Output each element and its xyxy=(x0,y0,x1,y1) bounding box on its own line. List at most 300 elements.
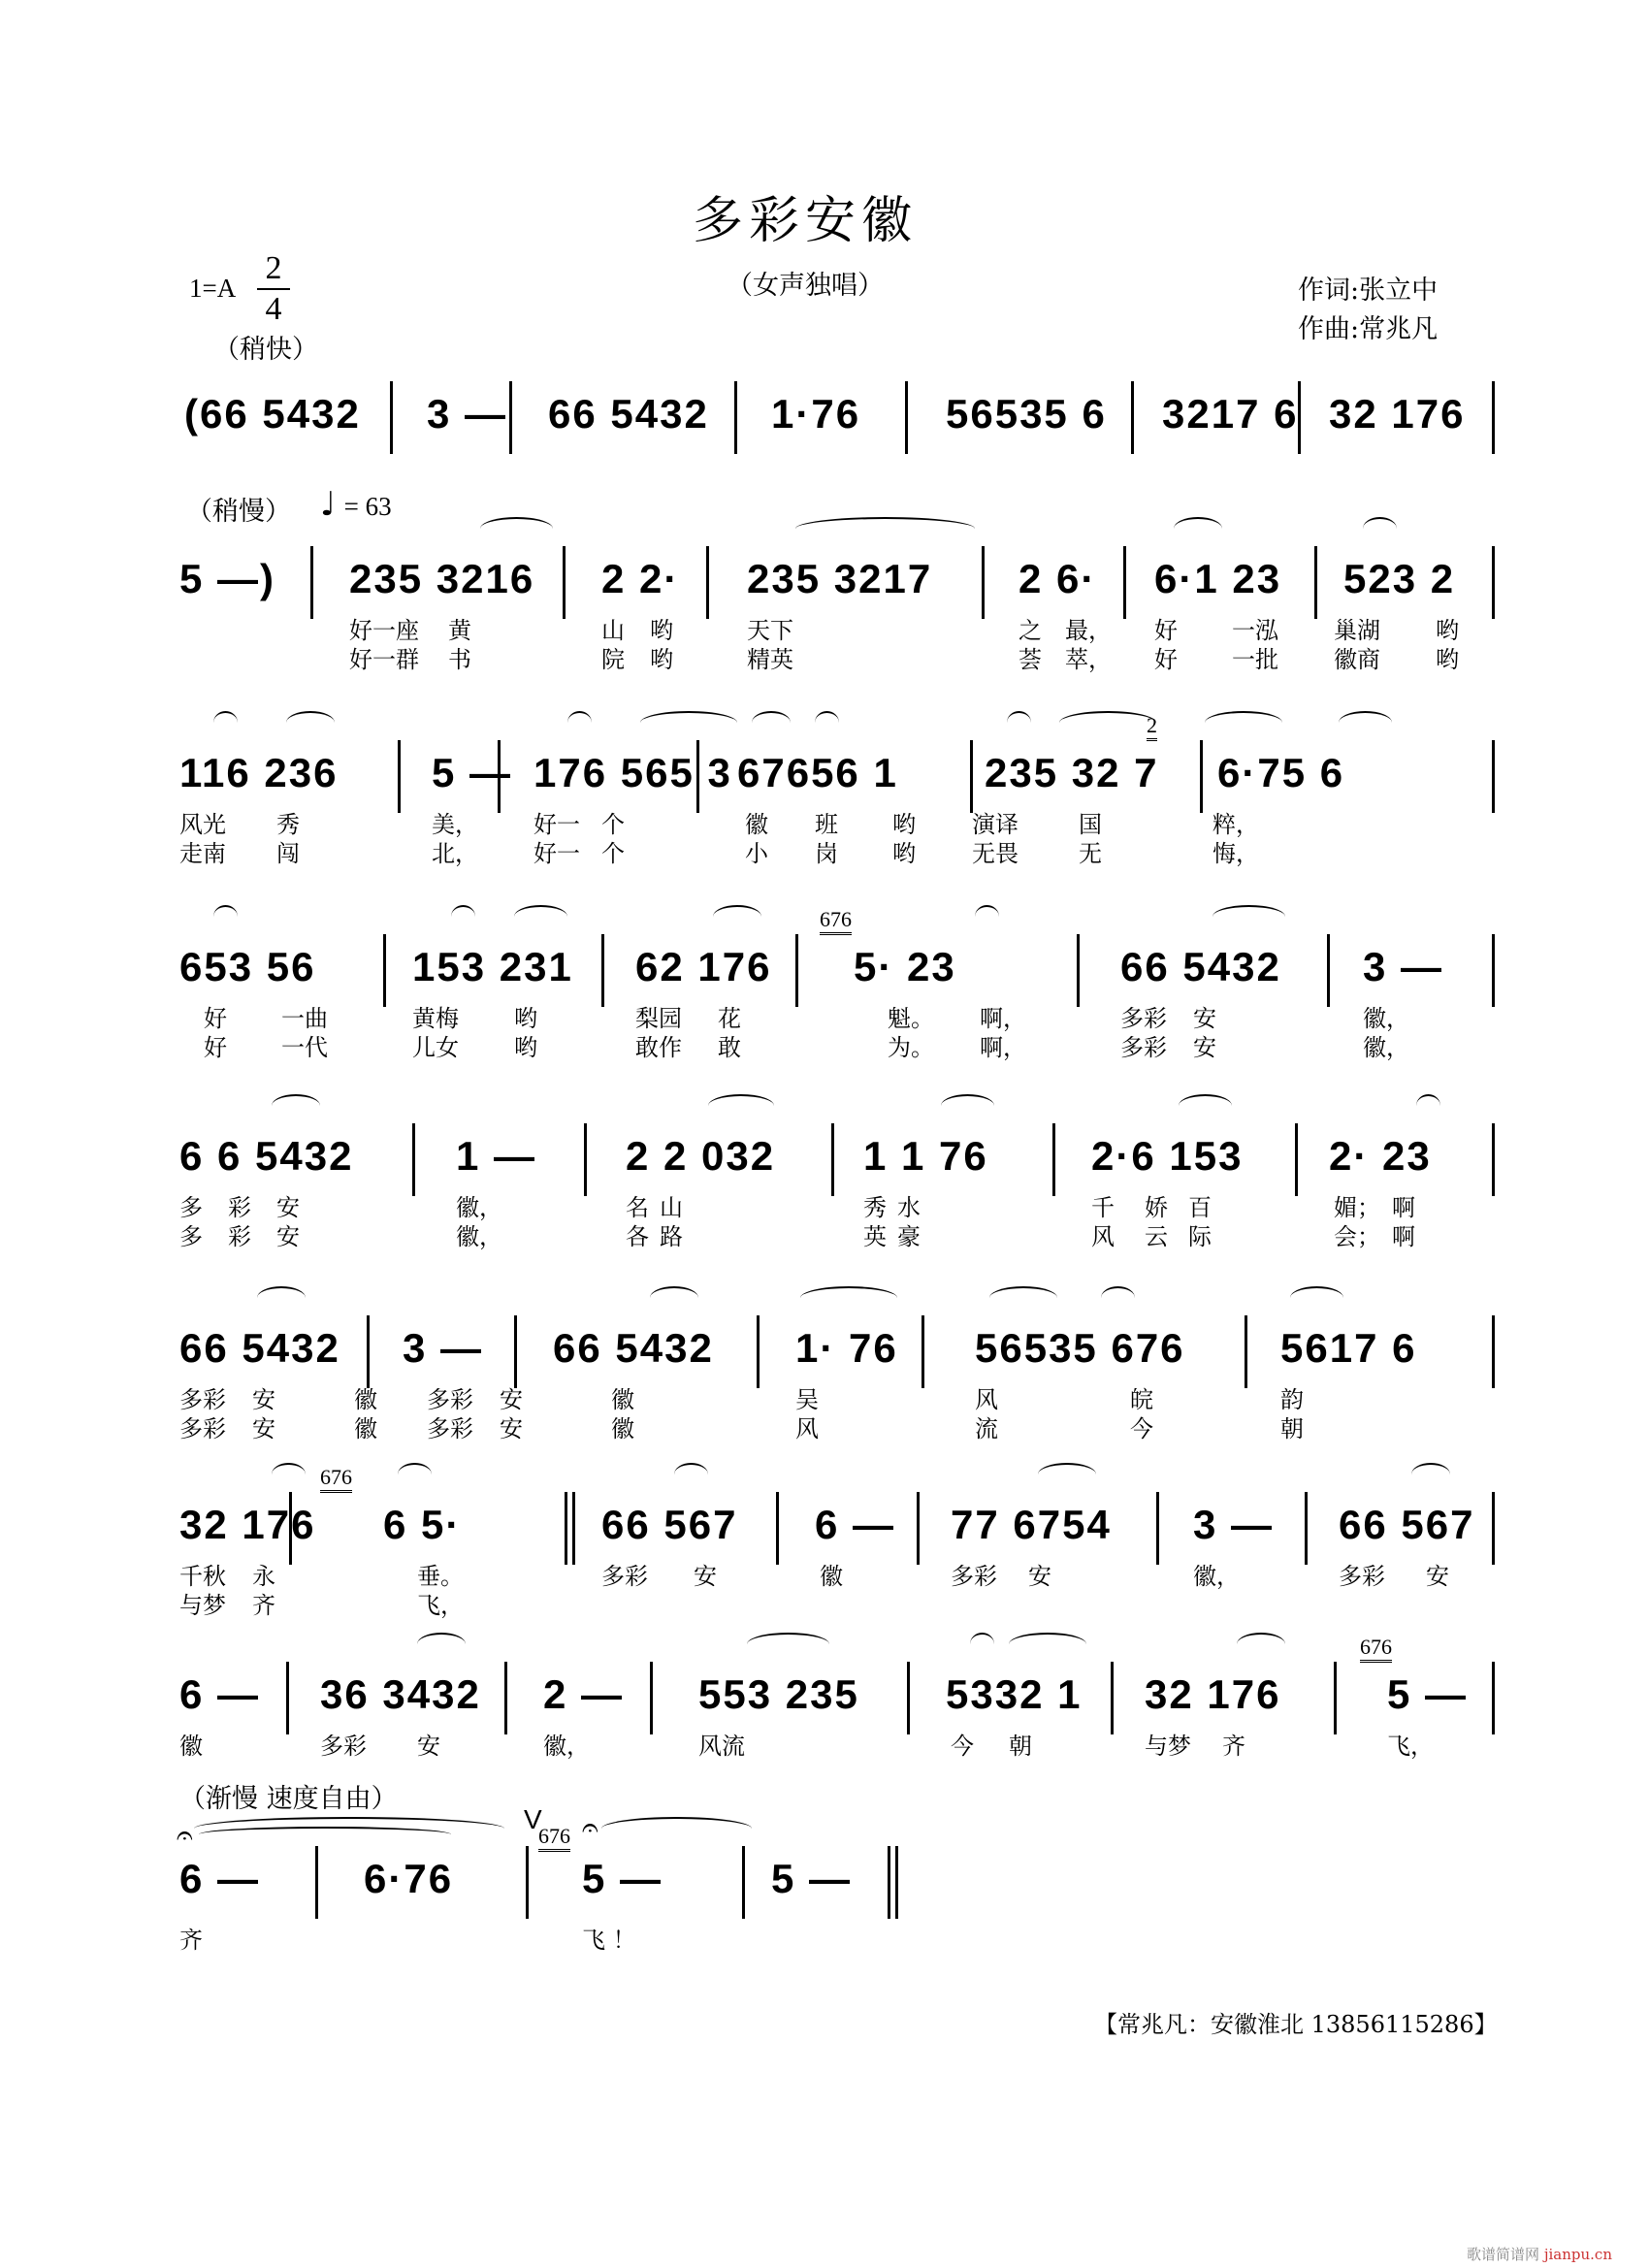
lyric: 个 xyxy=(601,811,625,838)
watermark-link[interactable]: jianpu.cn xyxy=(1543,2246,1612,2263)
measure: 2· 23 xyxy=(1329,1133,1432,1179)
barline xyxy=(1492,934,1495,1007)
lyrics xyxy=(175,1193,1504,1251)
lyric: 个 xyxy=(601,840,625,867)
barline xyxy=(650,1662,653,1734)
measure: 2 2 032 xyxy=(626,1133,776,1179)
lyric: 际 xyxy=(1188,1223,1212,1250)
measure: 56535 6 xyxy=(946,391,1107,437)
measure: 66 5432 xyxy=(179,1325,340,1371)
measure: 235 32 7 xyxy=(985,750,1159,795)
watermark-text: 歌谱简谱网 xyxy=(1467,2246,1540,2263)
lyric: 为。 xyxy=(888,1034,934,1061)
quarter-note-icon: ♩ xyxy=(320,485,337,524)
lyric: 好一群 xyxy=(349,646,419,673)
lyric: 吴 xyxy=(795,1386,819,1413)
lyric: 多彩 xyxy=(179,1415,226,1442)
measure: 6 — xyxy=(179,1856,261,1901)
barline xyxy=(734,381,737,454)
lyric: 院 xyxy=(601,646,625,673)
lyric: 魁。 xyxy=(888,1005,934,1032)
measure: 3 — xyxy=(1193,1502,1275,1547)
lyric: 儿女 xyxy=(412,1034,459,1061)
time-sig-top: 2 xyxy=(265,250,282,286)
lyric: 敢 xyxy=(718,1034,741,1061)
measure: 5332 1 xyxy=(946,1671,1083,1717)
measure: 3 — xyxy=(427,391,508,437)
system-3 xyxy=(175,713,1504,867)
lyric: 萃， xyxy=(1065,646,1112,673)
tempo-rit-rubato: （渐慢 速度自由） xyxy=(179,1784,398,1814)
barline xyxy=(1492,740,1495,813)
barline xyxy=(286,1662,289,1734)
measure: 6 — xyxy=(179,1671,261,1717)
slur xyxy=(213,905,238,928)
slur xyxy=(970,1633,994,1656)
measure: 32 176 xyxy=(1145,1671,1281,1717)
measure: 153 231 xyxy=(412,944,573,989)
measure: 56535 676 xyxy=(975,1325,1185,1371)
lyric: 啊 xyxy=(1392,1223,1415,1250)
lyric: 巢湖 xyxy=(1334,617,1380,644)
barline xyxy=(905,381,908,454)
barline xyxy=(982,546,985,619)
barline xyxy=(1295,1123,1298,1196)
lyric: 安 xyxy=(694,1563,717,1590)
lyrics xyxy=(175,1926,1504,1955)
measure: 3 — xyxy=(403,1325,484,1371)
lyric: 多彩 xyxy=(427,1415,473,1442)
fermata-icon: 𝄐 xyxy=(177,1819,193,1853)
measure: 6·1 23 xyxy=(1154,556,1282,601)
lyric: 多彩 xyxy=(601,1563,648,1590)
lyric: 安 xyxy=(276,1194,300,1221)
barline xyxy=(1077,934,1080,1007)
slur xyxy=(199,1827,451,1842)
lyric: 演译 xyxy=(972,811,1018,838)
lyric: 哟 xyxy=(1436,646,1459,673)
lyric: 飞 ！ xyxy=(582,1927,636,1954)
barline xyxy=(601,934,604,1007)
slur xyxy=(713,905,761,928)
lyric: 彩 xyxy=(228,1223,251,1250)
slur xyxy=(1416,1094,1440,1118)
slur xyxy=(514,905,567,928)
lyric: 好一座 xyxy=(349,617,419,644)
lyric: 天下 xyxy=(747,617,793,644)
lyric: 徽 xyxy=(611,1386,634,1413)
measure: 5 — xyxy=(771,1856,853,1901)
slur xyxy=(1009,1633,1086,1656)
barline xyxy=(1492,1315,1495,1388)
tempo-slower: （稍慢） xyxy=(186,497,291,527)
barline xyxy=(1131,381,1134,454)
lyric: 今 xyxy=(951,1733,974,1760)
barline xyxy=(1200,740,1203,813)
time-signature xyxy=(257,250,290,328)
system-8 xyxy=(175,1635,1504,1761)
lyric: 好 xyxy=(204,1034,227,1061)
lyric: 徽， xyxy=(543,1733,590,1760)
barline xyxy=(922,1315,924,1388)
lyric: 多彩 xyxy=(427,1386,473,1413)
lyric: 安 xyxy=(417,1733,440,1760)
lyric: 哟 xyxy=(514,1005,537,1032)
grace-note: 676 xyxy=(320,1465,352,1493)
barline xyxy=(1052,1123,1055,1196)
measure: 2 — xyxy=(543,1671,625,1717)
measure: 5617 6 xyxy=(1280,1325,1417,1371)
measure: 5 —) xyxy=(179,556,276,601)
slur xyxy=(747,1633,829,1656)
key-signature: 1=A xyxy=(189,274,237,303)
lyrics xyxy=(175,1004,1504,1062)
slur xyxy=(567,711,592,734)
lyrics xyxy=(175,1562,1504,1620)
lyric: 一泓 xyxy=(1232,617,1278,644)
barline xyxy=(563,546,566,619)
barline xyxy=(310,546,313,619)
slur xyxy=(989,1286,1057,1310)
measure: 66 5432 xyxy=(1120,944,1281,989)
lyric: 悔， xyxy=(1212,840,1259,867)
slur xyxy=(213,711,238,734)
lyric: 流 xyxy=(975,1415,998,1442)
lyric: 路 xyxy=(660,1223,683,1250)
measure: 66 567 xyxy=(1339,1502,1475,1547)
measure: 6·76 xyxy=(364,1856,454,1901)
lyric: 齐 xyxy=(179,1927,203,1954)
measure: 66 5432 xyxy=(548,391,709,437)
lyric: 安 xyxy=(1028,1563,1051,1590)
lyric: 闯 xyxy=(276,840,300,867)
barline xyxy=(1492,381,1495,454)
lyric: 风 xyxy=(1091,1223,1115,1250)
lyric: 风 xyxy=(975,1386,998,1413)
slur xyxy=(640,711,737,734)
lyric: 山 xyxy=(660,1194,683,1221)
barline xyxy=(1327,934,1330,1007)
lyric: 朝 xyxy=(1280,1415,1304,1442)
system-6 xyxy=(175,1308,1504,1442)
lyric: 好 xyxy=(1154,646,1178,673)
lyric: 娇 xyxy=(1145,1194,1168,1221)
lyric: 梨园 xyxy=(635,1005,682,1032)
lyric: 徽， xyxy=(456,1223,502,1250)
time-sig-divider xyxy=(257,288,290,290)
measure: 5 — xyxy=(1387,1671,1469,1717)
lyric: 安 xyxy=(252,1386,275,1413)
lyric: 哟 xyxy=(892,811,916,838)
lyric: 花 xyxy=(718,1005,741,1032)
repeat-end-barline xyxy=(572,1492,575,1565)
slur xyxy=(1290,1286,1343,1310)
lyric: 秀 xyxy=(863,1194,887,1221)
credits xyxy=(1298,272,1438,349)
slur xyxy=(650,1286,698,1310)
lyric: 与梦 xyxy=(1145,1733,1191,1760)
lyric: 美， xyxy=(432,811,478,838)
barline xyxy=(504,1662,507,1734)
slur xyxy=(815,711,839,734)
tempo-start: （稍快） xyxy=(213,335,318,365)
slur xyxy=(1363,517,1397,540)
lyric: 粹， xyxy=(1212,811,1259,838)
lyric: 精英 xyxy=(747,646,793,673)
lyric: 安 xyxy=(276,1223,300,1250)
slur xyxy=(674,1463,708,1486)
slur xyxy=(1237,1633,1285,1656)
measure: 32 176 xyxy=(179,1502,316,1547)
slur xyxy=(1101,1286,1135,1310)
lyric: 多彩 xyxy=(1339,1563,1385,1590)
lyric: 安 xyxy=(1193,1005,1216,1032)
lyric: 朝 xyxy=(1009,1733,1032,1760)
system-5 xyxy=(175,1116,1504,1250)
slur xyxy=(451,905,475,928)
lyric: 徽 xyxy=(354,1386,377,1413)
system-7 xyxy=(175,1465,1504,1619)
lyric: 徽， xyxy=(456,1194,502,1221)
measure: 67656 1 xyxy=(737,750,898,795)
slur xyxy=(1007,711,1031,734)
system-4 xyxy=(175,907,1504,1061)
lyric: 哟 xyxy=(514,1034,537,1061)
lyric: 之 xyxy=(1018,617,1042,644)
lyric: 啊 xyxy=(1392,1194,1415,1221)
lyric: 齐 xyxy=(252,1592,275,1619)
slur xyxy=(1179,1094,1232,1118)
lyric: 好 xyxy=(1154,617,1178,644)
contact-info: 【常兆凡：安徽淮北 13856115286】 xyxy=(1094,2011,1498,2038)
barline xyxy=(970,740,973,813)
measure: 653 56 xyxy=(179,944,316,989)
slur xyxy=(272,1463,306,1486)
system-9 xyxy=(175,1804,1504,1954)
lyric: 飞， xyxy=(1387,1733,1434,1760)
lyric: 哟 xyxy=(1436,617,1459,644)
lyric: 无 xyxy=(1079,840,1102,867)
measure: 1·76 xyxy=(771,391,861,437)
lyric: 书 xyxy=(448,646,471,673)
lyric: 安 xyxy=(1193,1034,1216,1061)
lyric: 安 xyxy=(500,1386,523,1413)
lyric: 多 xyxy=(179,1194,203,1221)
lyric: 国 xyxy=(1079,811,1102,838)
measure: 6 — xyxy=(815,1502,896,1547)
subtitle: （女声独唱） xyxy=(727,271,884,301)
lyricist: 作词:张立中 xyxy=(1298,275,1439,306)
lyric: 哟 xyxy=(892,840,916,867)
measure: 523 2 xyxy=(1343,556,1456,601)
lyric: 千 xyxy=(1091,1194,1115,1221)
lyric: 永 xyxy=(252,1563,275,1590)
barline xyxy=(757,1315,760,1388)
slur xyxy=(1339,711,1392,734)
slur xyxy=(1059,711,1156,734)
lyric: 一代 xyxy=(281,1034,328,1061)
lyric: 百 xyxy=(1188,1194,1212,1221)
barline xyxy=(1492,1662,1495,1734)
slur xyxy=(975,905,999,928)
lyric: 好一 xyxy=(534,840,580,867)
final-barline xyxy=(888,1846,890,1919)
slur xyxy=(1174,517,1222,540)
slur xyxy=(800,1286,897,1310)
barline xyxy=(509,381,512,454)
fermata-icon: 𝄐 xyxy=(582,1811,598,1845)
metronome-value: = 63 xyxy=(343,492,392,521)
barline xyxy=(1492,1123,1495,1196)
lyric: 徽 xyxy=(611,1415,634,1442)
measure: 36 3432 xyxy=(320,1671,481,1717)
watermark xyxy=(1467,2244,1612,2264)
measure: 2 6· xyxy=(1018,556,1097,601)
barline xyxy=(706,546,709,619)
lyric: 今 xyxy=(1130,1415,1153,1442)
barline xyxy=(398,740,401,813)
lyric: 好 xyxy=(204,1005,227,1032)
barline xyxy=(1156,1492,1159,1565)
lyric: 飞， xyxy=(417,1592,464,1619)
measure: 62 176 xyxy=(635,944,772,989)
slur xyxy=(417,1633,466,1656)
lyric: 与梦 xyxy=(179,1592,226,1619)
measure: (66 5432 xyxy=(184,391,361,437)
lyric: 千秋 xyxy=(179,1563,226,1590)
lyric: 秀 xyxy=(276,811,300,838)
lyrics xyxy=(175,1385,1504,1443)
lyric: 荟 xyxy=(1018,646,1042,673)
lyric: 一批 xyxy=(1232,646,1278,673)
lyric: 啊， xyxy=(980,1034,1026,1061)
barline xyxy=(1314,546,1317,619)
lyric: 云 xyxy=(1145,1223,1168,1250)
lyric: 多彩 xyxy=(1120,1005,1167,1032)
barline xyxy=(1334,1662,1337,1734)
measure: 176 565 3 xyxy=(534,750,732,795)
lyric: 徽， xyxy=(1363,1005,1409,1032)
measure: 5· 23 xyxy=(854,944,956,989)
lyric: 徽 xyxy=(179,1733,203,1760)
lyric: 好一 xyxy=(534,811,580,838)
grace-note: 676 xyxy=(538,1824,570,1852)
measure: 116 236 xyxy=(179,750,339,795)
measure: 5 — xyxy=(432,750,513,795)
slur xyxy=(601,1817,752,1840)
slur xyxy=(1411,1463,1450,1486)
measure: 6·75 6 xyxy=(1217,750,1345,795)
lyric: 黄 xyxy=(448,617,471,644)
slur xyxy=(286,711,335,734)
lyric: 啊， xyxy=(980,1005,1026,1032)
lyric: 水 xyxy=(897,1194,921,1221)
lyric: 班 xyxy=(815,811,838,838)
barline xyxy=(1305,1492,1308,1565)
lyric: 走南 xyxy=(179,840,226,867)
barline xyxy=(1492,1492,1495,1565)
slur xyxy=(941,1094,994,1118)
lyric: 韵 xyxy=(1280,1386,1304,1413)
lyric: 风流 xyxy=(698,1733,745,1760)
barline xyxy=(742,1846,745,1919)
lyric: 多彩 xyxy=(179,1386,226,1413)
measure: 6 6 5432 xyxy=(179,1133,354,1179)
slur xyxy=(752,711,791,734)
lyric: 黄梅 xyxy=(412,1005,459,1032)
measure: 235 3217 xyxy=(747,556,933,601)
barline xyxy=(1245,1315,1247,1388)
lyric: 英 xyxy=(863,1223,887,1250)
song-title: 多彩安徽 xyxy=(692,192,918,250)
measure: 1 1 76 xyxy=(863,1133,988,1179)
lyric: 徽 xyxy=(745,811,768,838)
barline xyxy=(1123,546,1126,619)
measure: 2·6 153 xyxy=(1091,1133,1244,1179)
lyric: 小 xyxy=(745,840,768,867)
lyric: 多彩 xyxy=(1120,1034,1167,1061)
slur xyxy=(1205,711,1282,734)
lyric: 哟 xyxy=(650,617,673,644)
lyric: 岗 xyxy=(815,840,838,867)
lyric: 敢作 xyxy=(635,1034,682,1061)
lyric: 风 xyxy=(795,1415,819,1442)
barline xyxy=(526,1846,529,1919)
barline xyxy=(367,1315,370,1388)
measure: 32 176 xyxy=(1329,391,1466,437)
lyric: 安 xyxy=(252,1415,275,1442)
slur xyxy=(795,517,975,540)
lyric: 一曲 xyxy=(281,1005,328,1032)
slur xyxy=(708,1094,774,1118)
lyric: 多彩 xyxy=(951,1563,997,1590)
lyric: 多彩 xyxy=(320,1733,367,1760)
lyric: 各 xyxy=(626,1223,649,1250)
lyric: 徽， xyxy=(1363,1034,1409,1061)
measure: 1· 76 xyxy=(795,1325,898,1371)
lyrics-verse-1 xyxy=(175,616,1504,674)
measure: 2 2· xyxy=(601,556,680,601)
composer: 作曲:常兆凡 xyxy=(1298,314,1439,344)
lyric: 徽 xyxy=(820,1563,843,1590)
barline xyxy=(390,381,393,454)
measure: 66 5432 xyxy=(553,1325,714,1371)
measure: 77 6754 xyxy=(951,1502,1112,1547)
system-1 xyxy=(175,373,1504,480)
measure: 3 — xyxy=(1363,944,1444,989)
lyric: 会； xyxy=(1334,1223,1380,1250)
barline xyxy=(776,1492,779,1565)
lyric: 北， xyxy=(432,840,478,867)
slur xyxy=(1038,1463,1096,1486)
grace-note: 676 xyxy=(1360,1635,1392,1663)
barline xyxy=(1111,1662,1114,1734)
barline xyxy=(917,1492,920,1565)
lyric: 媚； xyxy=(1334,1194,1380,1221)
measure: 235 3216 xyxy=(349,556,535,601)
lyric: 多 xyxy=(179,1223,203,1250)
barline xyxy=(831,1123,834,1196)
barline xyxy=(315,1846,318,1919)
barline xyxy=(907,1662,910,1734)
lyrics xyxy=(175,810,1504,868)
barline xyxy=(584,1123,587,1196)
lyric: 风光 xyxy=(179,811,226,838)
measure: 3217 6 xyxy=(1162,391,1299,437)
lyric: 安 xyxy=(1426,1563,1449,1590)
barline xyxy=(514,1315,517,1388)
grace-note: 2 xyxy=(1147,713,1157,741)
